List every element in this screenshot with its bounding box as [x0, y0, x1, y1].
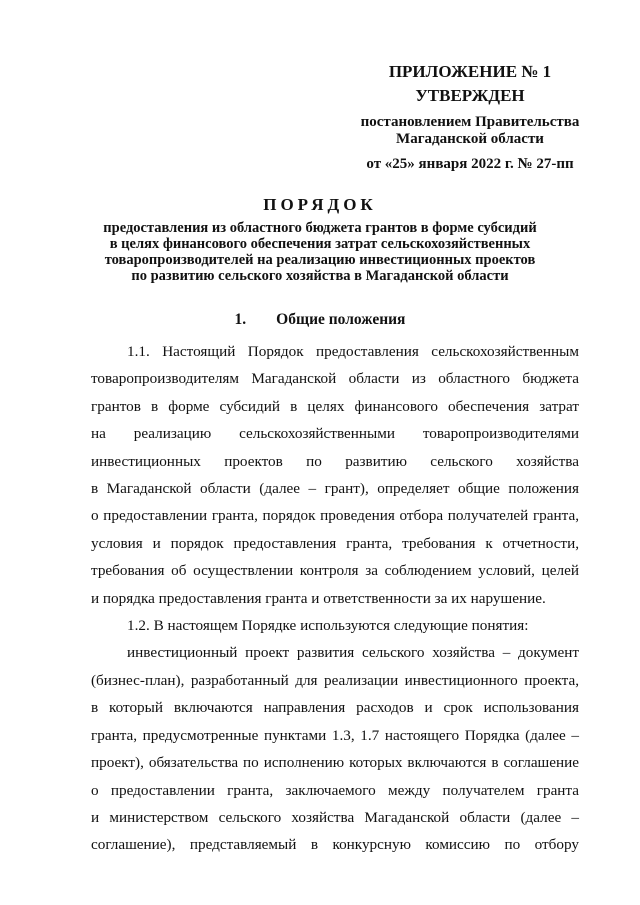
- document-subtitle: [70, 220, 570, 284]
- subtitle-line: по развитию сельского хозяйства в Магаданской области: [131, 268, 509, 284]
- text-line: на реализацию сельскохозяйственными товаропроизводителями: [91, 425, 579, 443]
- appendix-label: ПРИЛОЖЕНИЕ № 1: [388, 62, 552, 81]
- document-body: [91, 338, 579, 859]
- text-line: инвестиционный проект развития сельского хозяйства – документ: [127, 644, 579, 662]
- text-line: 1.2. В настоящем Порядке используются следующие понятия:: [127, 617, 529, 635]
- section-number: 1.: [234, 311, 247, 328]
- text-line: (бизнес-план), разработанный для реализации инвестиционного проекта,: [91, 671, 579, 689]
- text-line: о предоставлении гранта, заключаемого между получателем гранта: [91, 781, 579, 799]
- paragraph-definition: [91, 639, 579, 858]
- text-line: грантов в форме субсидий в целях финансового обеспечения затрат: [91, 397, 579, 415]
- text-line: условия и порядок предоставления гранта, требования к отчетности,: [91, 534, 579, 552]
- approved-label: УТВЕРЖДЕН: [415, 86, 525, 105]
- text-line: 1.1. Настоящий Порядок предоставления сельскохозяйственным: [127, 343, 579, 360]
- text-line: в Магаданской области (далее – грант), определяет общие положения: [91, 480, 579, 498]
- approval-date: от «25» января 2022 г. № 27-пп: [366, 156, 574, 172]
- text-line: требования об осуществлении контроля за соблюдением условий, целей: [91, 562, 579, 580]
- approval-stamp-block: [330, 56, 610, 173]
- section-title: Общие положения: [276, 311, 406, 328]
- text-line: и порядка предоставления гранта и ответственности за их нарушение.: [91, 589, 546, 607]
- text-line: соглашение), представляемый в конкурсную комиссию по отбору: [91, 836, 579, 854]
- document-title: ПОРЯДОК: [263, 195, 377, 214]
- subtitle-line: в целях финансового обеспечения затрат сельскохозяйственных: [109, 236, 531, 252]
- approval-line-2: Магаданской области: [396, 131, 544, 147]
- text-line: товаропроизводителям Магаданской области из областного бюджета: [91, 370, 579, 388]
- text-line: проект), обязательства по исполнению которых включаются в соглашение: [91, 754, 579, 772]
- text-line: о предоставлении гранта, порядок проведения отбора получателей гранта,: [91, 507, 579, 525]
- text-line: в который включаются направления расходов и срок использования: [91, 699, 579, 717]
- text-line: и министерством сельского хозяйства Магаданской области (далее –: [91, 808, 579, 826]
- text-line: инвестиционных проектов по развитию сельского хозяйства: [91, 452, 579, 470]
- paragraph-1-1: [91, 338, 579, 612]
- subtitle-line: предоставления из областного бюджета грантов в форме субсидий: [103, 220, 537, 236]
- text-line: гранта, предусмотренные пунктами 1.3, 1.7 настоящего Порядка (далее –: [91, 726, 579, 744]
- approval-line-1: постановлением Правительства: [360, 114, 580, 130]
- subtitle-line: товаропроизводителей на реализацию инвестиционных проектов: [104, 252, 536, 268]
- section-heading: [80, 311, 560, 329]
- paragraph-1-2: [91, 612, 579, 639]
